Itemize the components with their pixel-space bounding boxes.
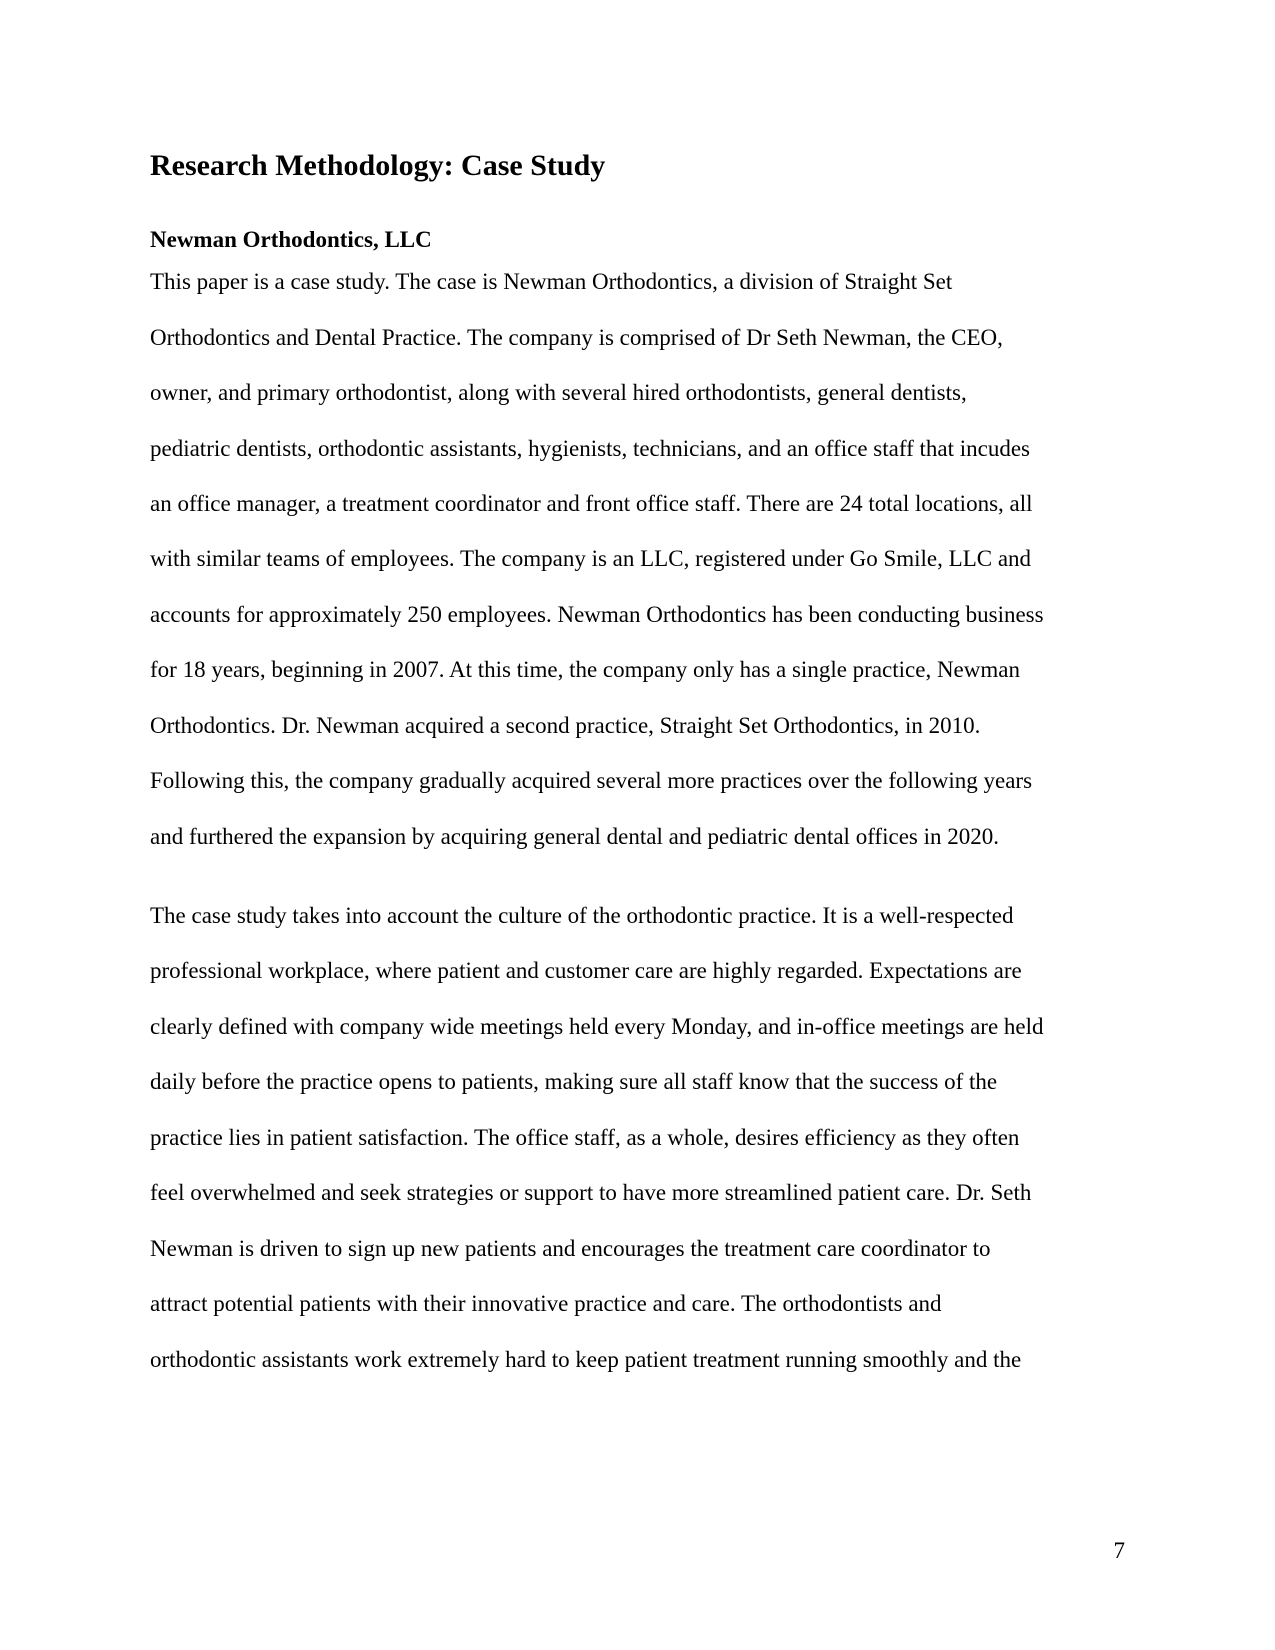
text-line: Orthodontics. Dr. Newman acquired a second practice, Straight Set Orthodontics, in 2010. — [150, 713, 981, 738]
text-line: for 18 years, beginning in 2007. At this time, the company only has a single practice, Newman — [150, 657, 1020, 682]
text-line: attract potential patients with their innovative practice and care. The orthodontists and — [150, 1291, 942, 1316]
text-line: feel overwhelmed and seek strategies or support to have more streamlined patient care. Dr. Seth — [150, 1180, 1032, 1205]
text-line: clearly defined with company wide meetings held every Monday, and in-office meetings are held — [150, 1014, 1044, 1039]
text-line: pediatric dentists, orthodontic assistants, hygienists, technicians, and an office staff that incudes — [150, 436, 1030, 461]
section-subtitle: Newman Orthodontics, LLC — [150, 227, 432, 252]
text-line: orthodontic assistants work extremely hard to keep patient treatment running smoothly and the — [150, 1347, 1022, 1372]
text-line: practice lies in patient satisfaction. The office staff, as a whole, desires efficiency as they often — [150, 1125, 1020, 1150]
text-line: The case study takes into account the culture of the orthodontic practice. It is a well-respected — [150, 903, 1014, 928]
page-number: 7 — [1113, 1538, 1125, 1563]
text-line: professional workplace, where patient and customer care are highly regarded. Expectations are — [150, 958, 1022, 983]
text-line: Following this, the company gradually acquired several more practices over the following years — [150, 768, 1033, 793]
text-line: Orthodontics and Dental Practice. The company is comprised of Dr Seth Newman, the CEO, — [150, 325, 1003, 350]
text-line: daily before the practice opens to patients, making sure all staff know that the success of the — [150, 1069, 998, 1094]
text-line: Newman is driven to sign up new patients and encourages the treatment care coordinator to — [150, 1236, 991, 1261]
text-line: owner, and primary orthodontist, along with several hired orthodontists, general dentists, — [150, 380, 967, 405]
page-title: Research Methodology: Case Study — [150, 149, 606, 182]
text-line: with similar teams of employees. The company is an LLC, registered under Go Smile, LLC and — [150, 546, 1032, 571]
text-line: and furthered the expansion by acquiring general dental and pediatric dental offices in 2020. — [150, 824, 999, 849]
text-line: an office manager, a treatment coordinator and front office staff. There are 24 total locations, all — [150, 491, 1033, 516]
text-line: This paper is a case study. The case is Newman Orthodontics, a division of Straight Set — [150, 269, 953, 294]
text-line: accounts for approximately 250 employees. Newman Orthodontics has been conducting business — [150, 602, 1044, 627]
